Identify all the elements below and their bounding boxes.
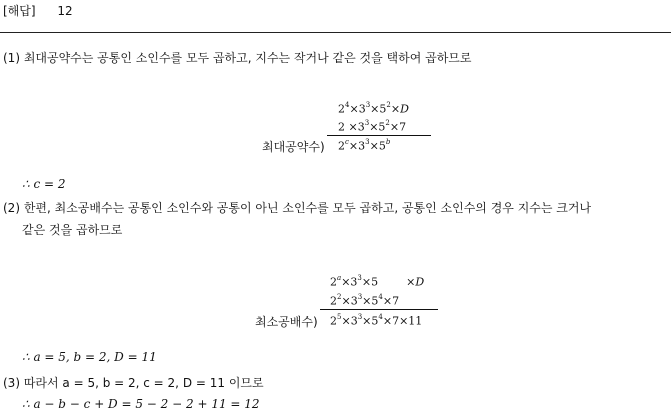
gcd-row-1: $2^4\times 3^3\times 5^2\times D$: [338, 101, 409, 116]
part2-conclusion: ∴ a = 5, b = 2, D = 11: [22, 350, 157, 364]
answer-value: 12: [57, 4, 73, 18]
lcm-result: $2^5\times 3^3\times 5^4\times 7\times 11$: [330, 313, 423, 328]
divider: [0, 32, 671, 33]
lcm-row-2: $2^2\times 3^3\times 5^4\times 7$: [330, 293, 400, 308]
part1-text: (1) 최대공약수는 공통인 소인수를 모두 곱하고, 지수는 작거나 같은 것을 택하여 곱하므로: [3, 51, 472, 65]
gcd-row-2: $2 \times 3^3\times 5^2\times 7$: [338, 119, 407, 134]
part2-text-line2: 같은 것을 곱하므로: [22, 223, 123, 237]
gcd-label: 최대공약수): [262, 140, 325, 154]
answer-tag: [해답]: [3, 4, 36, 18]
gcd-result: $2^c\times 3^3\times 5^b$: [338, 138, 391, 153]
part3-conclusion: ∴ a − b − c + D = 5 − 2 − 2 + 11 = 12: [22, 397, 260, 411]
lcm-label: 최소공배수): [255, 315, 318, 329]
part1-conclusion: ∴ c = 2: [22, 177, 66, 191]
lcm-underline: [320, 309, 438, 310]
header: [3, 2, 73, 19]
part2-text-line1: (2) 한편, 최소공배수는 공통인 소인수와 공통이 아닌 소인수를 모두 곱하고, 공통인 소인수의 경우 지수는 크거나: [3, 201, 592, 215]
gcd-underline: [327, 135, 431, 136]
lcm-row-1: $2^a\times 3^3\times 5 \times D$: [330, 274, 425, 289]
part3-text: (3) 따라서 a = 5, b = 2, c = 2, D = 11 이므로: [3, 376, 264, 390]
